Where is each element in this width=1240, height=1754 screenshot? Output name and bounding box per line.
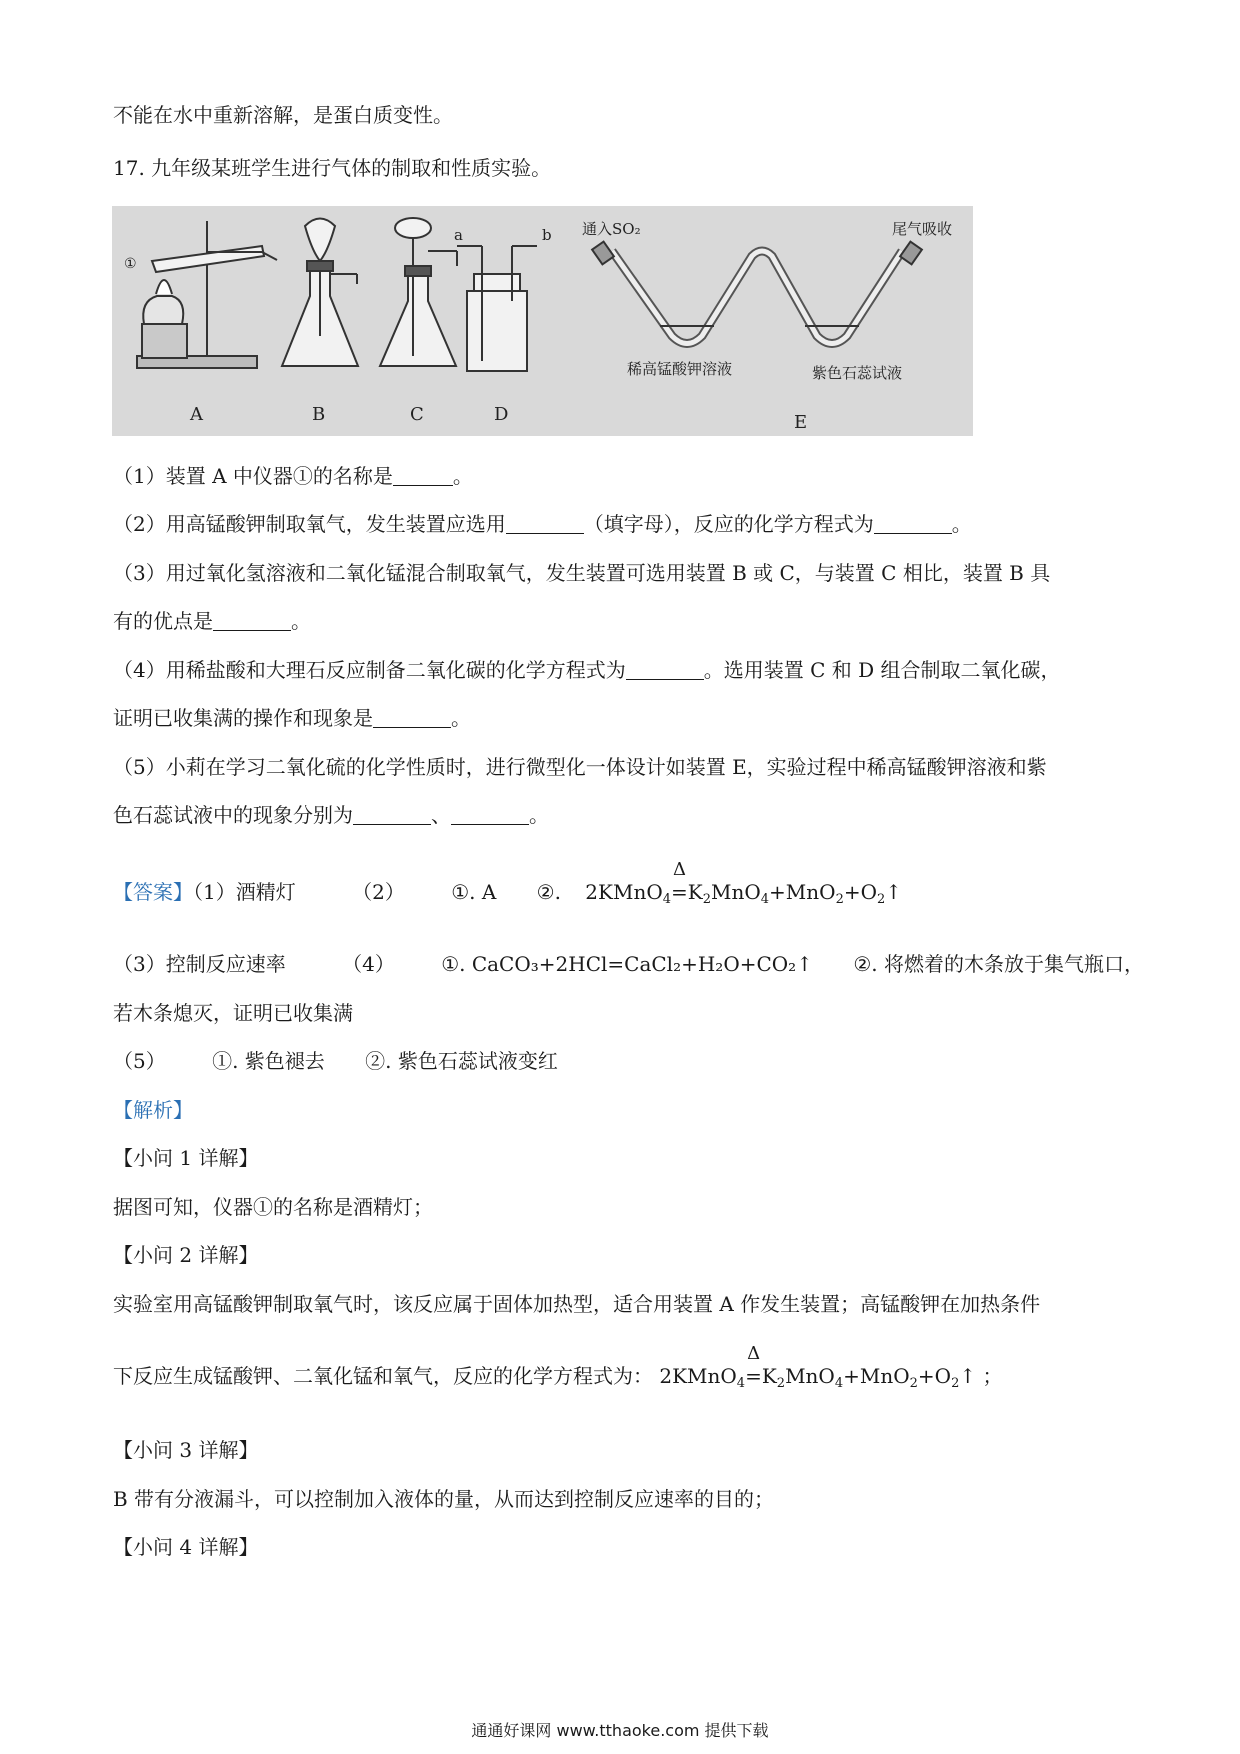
answer-line2: （3）控制反应速率 （4） ①. CaCO₃+2HCl=CaCl₂+H₂O+CO₂↑ ②. 将燃着的木条放于集气瓶口， bbox=[113, 952, 1144, 976]
label-e-right: 紫色石蕊试液 bbox=[812, 364, 903, 382]
blank bbox=[393, 465, 453, 486]
label-e-inlet: 通入SO₂ bbox=[582, 220, 641, 238]
equation-kmno4-2: 2KMnO$_4$ Δ $=K_2MnO_4+MnO_2+O_2↑$ bbox=[659, 1343, 977, 1391]
apparatus-c bbox=[380, 218, 457, 366]
blank bbox=[353, 804, 431, 825]
apparatus-d bbox=[457, 246, 537, 371]
section-heading-2: 【小问 2 详解】 bbox=[113, 1243, 259, 1267]
label-a: A bbox=[190, 404, 203, 425]
subq-2: （2）用高锰酸钾制取氧气，发生装置应选用 （填字母），反应的化学方程式为 。 bbox=[113, 512, 972, 536]
subq-3-line1: （3）用过氧化氢溶液和二氧化锰混合制取氧气，发生装置可选用装置 B 或 C，与装置 C 相比，装置 B 具 bbox=[113, 561, 1051, 585]
blank bbox=[213, 610, 291, 631]
label-circle-1: ① bbox=[124, 256, 137, 272]
analysis-text-2b: 下反应生成锰酸钾、二氧化锰和氧气，反应的化学方程式为： 2KMnO$_4$ Δ $=K_2MnO_4+MnO_2+O_2↑$ ； bbox=[113, 1343, 1003, 1391]
blank bbox=[373, 707, 451, 728]
label-d: D bbox=[494, 404, 509, 425]
label-e-outlet: 尾气吸收 bbox=[892, 220, 953, 238]
subq-5-line2: 色石蕊试液中的现象分别为 、 。 bbox=[113, 803, 549, 827]
page-footer: 通通好课网 www.tthaoke.com 提供下载 bbox=[471, 1721, 769, 1740]
section-heading-4: 【小问 4 详解】 bbox=[113, 1535, 259, 1559]
blank bbox=[451, 804, 529, 825]
equation-kmno4: 2KMnO$_4$ Δ $=K_2MnO_4+MnO_2+O_2↑$ bbox=[585, 859, 903, 907]
label-e-left: 稀高锰酸钾溶液 bbox=[627, 360, 733, 378]
subq-5-line1: （5）小莉在学习二氧化硫的化学性质时，进行微型化一体设计如装置 E，实验过程中稀高锰酸钾溶液和紫 bbox=[113, 755, 1047, 779]
label-d-b: b bbox=[542, 226, 552, 244]
label-e: E bbox=[794, 412, 808, 433]
blank bbox=[626, 659, 704, 680]
answer-line4: （5） ①. 紫色褪去 ②. 紫色石蕊试液变红 bbox=[113, 1049, 558, 1073]
label-c: C bbox=[410, 404, 424, 425]
apparatus-b bbox=[282, 219, 358, 367]
analysis-text-1: 据图可知，仪器①的名称是酒精灯； bbox=[113, 1195, 433, 1219]
answer-line1: 【答案】（1）酒精灯 （2） ①. A ②. 2KMnO$_4$ Δ $=K_2MnO_4+MnO_2+O_2↑$ bbox=[113, 859, 903, 907]
subq-4-line2: 证明已收集满的操作和现象是 。 bbox=[113, 706, 471, 730]
apparatus-figure bbox=[112, 206, 973, 436]
analysis-text-2a: 实验室用高锰酸钾制取氧气时，该反应属于固体加热型，适合用装置 A 作发生装置；高锰酸钾在加热条件 bbox=[113, 1292, 1041, 1316]
answer-label: 【答案】 bbox=[113, 880, 193, 904]
blank bbox=[506, 513, 584, 534]
subq-4-line1: （4）用稀盐酸和大理石反应制备二氧化碳的化学方程式为 。选用装置 C 和 D 组合制取二氧化碳， bbox=[113, 658, 1061, 682]
apparatus-e bbox=[592, 242, 922, 344]
blank bbox=[874, 513, 952, 534]
section-heading-3: 【小问 3 详解】 bbox=[113, 1438, 259, 1462]
label-b: B bbox=[312, 404, 326, 425]
analysis-label: 【解析】 bbox=[113, 1098, 193, 1122]
section-heading-1: 【小问 1 详解】 bbox=[113, 1146, 259, 1170]
subq-1: （1）装置 A 中仪器①的名称是 。 bbox=[113, 464, 473, 488]
question-title: 17. 九年级某班学生进行气体的制取和性质实验。 bbox=[113, 156, 552, 180]
label-d-a: a bbox=[454, 226, 463, 244]
answer-line3: 若木条熄灭，证明已收集满 bbox=[113, 1001, 353, 1025]
analysis-text-3: B 带有分液漏斗，可以控制加入液体的量，从而达到控制反应速率的目的； bbox=[113, 1487, 775, 1511]
subq-3-line2: 有的优点是 。 bbox=[113, 609, 311, 633]
apparatus-a bbox=[137, 221, 277, 368]
intro-text: 不能在水中重新溶解，是蛋白质变性。 bbox=[113, 103, 453, 127]
